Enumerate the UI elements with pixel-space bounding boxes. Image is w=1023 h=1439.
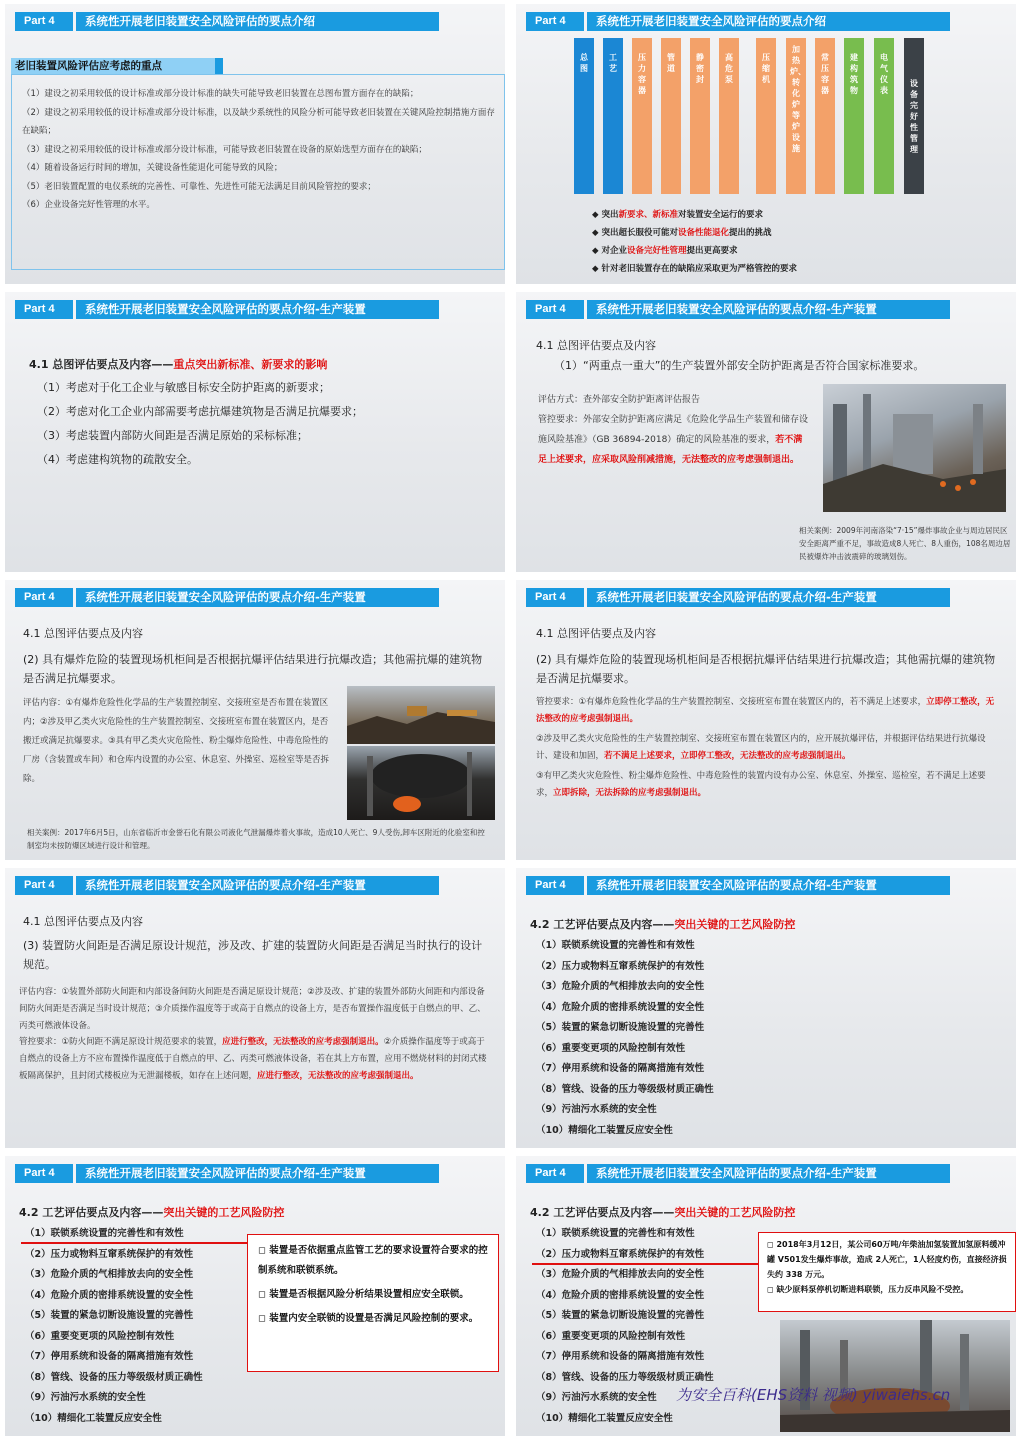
bar-building: 建构筑物 bbox=[844, 38, 864, 194]
part-label: Part 4 bbox=[526, 300, 584, 319]
part-label: Part 4 bbox=[15, 1164, 73, 1183]
bullet-item: ◆ 突出超长服役可能对设备性能退化提出的挑战 bbox=[592, 228, 772, 238]
item-3: (3) 装置防火间距是否满足原设计规范，涉及改、扩建的装置防火间距是否满足当时执行的设计规范。 bbox=[23, 939, 483, 971]
part-label: Part 4 bbox=[526, 1164, 584, 1183]
list-item: （1）考虑对于化工企业与敏感目标安全防护距离的新要求； bbox=[37, 381, 330, 394]
focus-box bbox=[11, 74, 505, 270]
slide-10 bbox=[516, 1156, 1016, 1436]
ruins-photo bbox=[347, 686, 495, 744]
list-item: （4）危险介质的密排系统设置的安全性 bbox=[536, 1001, 705, 1013]
list-item: （10）精细化工装置反应安全性 bbox=[536, 1124, 673, 1136]
list-item: （3）危险介质的气相排放去向的安全性 bbox=[536, 981, 705, 992]
list-item: （1）联锁系统设置的完善性和有效性 bbox=[536, 1228, 695, 1239]
bar-pump: 高危泵 bbox=[719, 38, 739, 194]
section-heading: 4.2 工艺评估要点及内容——突出关键的工艺风险防控 bbox=[530, 918, 796, 931]
accident-photo bbox=[823, 384, 1006, 512]
section-heading: 4.1 总图评估要点及内容 bbox=[536, 627, 656, 640]
item-2: (2) 具有爆炸危险的装置现场机柜间是否根据抗爆评估结果进行抗爆改造；其他需抗爆的建筑物是否满足抗爆要求。 bbox=[23, 653, 483, 685]
part-label: Part 4 bbox=[15, 300, 73, 319]
slide-title: 系统性开展老旧装置安全风险评估的要点介绍 bbox=[76, 12, 439, 31]
part-label: Part 4 bbox=[526, 12, 584, 31]
ruins-photo-art bbox=[347, 686, 495, 744]
slide-title: 系统性开展老旧装置安全风险评估的要点介绍 bbox=[587, 12, 950, 31]
watermark: 为安全百科(EHS资料 视频) yiwaiehs.cn bbox=[676, 1386, 951, 1404]
mgmt-p2: ②涉及甲乙类火灾危险性的生产装置控制室、交接班室布置在装置区内的，应开展抗爆评估，并根据评估结果进行抗爆设计、建设和加固，若不满足上述要求，立即停工整改，无法整改的应考虑强制退出。 bbox=[536, 734, 986, 761]
focus-item: （4）随着设备运行时间的增加，关键设备性能退化可能导致的风险； bbox=[22, 163, 283, 173]
slide-1 bbox=[5, 4, 505, 284]
bar-compressor: 压缩机 bbox=[756, 38, 776, 194]
item-2: (2) 具有爆炸危险的装置现场机柜间是否根据抗爆评估结果进行抗爆改造；其他需抗爆的建筑物是否满足抗爆要求。 bbox=[536, 653, 996, 685]
box-point: ◻ 缺少原料泵停机切断进料联锁，压力反串风险不受控。 bbox=[767, 1285, 969, 1294]
highlight-underline bbox=[532, 1263, 758, 1265]
section-heading: 4.1 总图评估要点及内容 bbox=[23, 627, 143, 640]
list-item: （1）联锁系统设置的完善性和有效性 bbox=[25, 1228, 184, 1239]
bullet-item: ◆ 对企业设备完好性管理提出更高要求 bbox=[592, 246, 738, 256]
item-1: （1）“两重点一重大”的生产装置外部安全防护距离是否符合国家标准要求。 bbox=[554, 359, 925, 372]
slide-title: 系统性开展老旧装置安全风险评估的要点介绍-生产装置 bbox=[76, 876, 439, 895]
mgmt-requirement: 管控要求：①防火间距不满足原设计规范要求的装置，应进行整改，无法整改的应考虑强制退出。②介质操作温度等于或高于自燃点的设备上方不应布置操作温度低于自燃点的甲、乙、丙类可燃液体设备，若在其上方布置，应用不燃烧材料的封闭式楼板隔离保护，且封闭式楼板应为无泄漏楼板，如存在上述问题，应进行整改，无法整改的应考虑强制退出。 bbox=[19, 1037, 487, 1081]
bar-gongyi: 工艺 bbox=[603, 38, 623, 194]
slide-5 bbox=[5, 580, 505, 860]
case-box bbox=[758, 1232, 1016, 1312]
list-item: （8）管线、设备的压力等级级材质正确性 bbox=[536, 1083, 714, 1095]
list-item: （6）重要变更项的风险控制有效性 bbox=[25, 1330, 175, 1342]
list-item: （10）精细化工装置反应安全性 bbox=[536, 1412, 673, 1424]
bullet-item: ◆ 突出新要求、新标准对装置安全运行的要求 bbox=[592, 210, 764, 220]
list-item: （3）考虑装置内部防火间距是否满足原始的采标标准； bbox=[37, 429, 308, 442]
section-heading: 4.2 工艺评估要点及内容——突出关键的工艺风险防控 bbox=[19, 1206, 285, 1219]
box-point: ◻ 装置是否根据风险分析结果设置相应安全联锁。 bbox=[258, 1289, 469, 1300]
slide-7 bbox=[5, 868, 505, 1148]
part-label: Part 4 bbox=[15, 12, 73, 31]
list-item: （7）停用系统和设备的隔离措施有效性 bbox=[25, 1351, 194, 1362]
focus-item: （1）建设之初采用较低的设计标准或部分设计标准的缺失可能导致老旧装置在总图布置方面存在的缺陷； bbox=[22, 89, 419, 99]
bar-atmos-vessel: 常压容器 bbox=[815, 38, 835, 194]
slide-4 bbox=[516, 292, 1016, 572]
slide-2 bbox=[516, 4, 1016, 284]
list-item: （8）管线、设备的压力等级级材质正确性 bbox=[25, 1371, 203, 1383]
bar-static-seal: 静密封 bbox=[690, 38, 710, 194]
eval-content: 评估内容：①有爆炸危险性化学品的生产装置控制室、交接班室是否布置在装置区内；②涉及甲乙类火灾危险性的生产装置控制室、交接班室布置在装置区内，是否搬迁或满足抗爆要求。③具有甲乙类火灾危险性、粉尘爆炸危险性、中毒危险性的厂房（含装置或车间）和仓库内设置的办公室、休息室、外操室、巡检室等是否拆除。 bbox=[23, 698, 330, 784]
slide-title: 系统性开展老旧装置安全风险评估的要点介绍-生产装置 bbox=[76, 1164, 439, 1183]
case-caption: 相关案例：2009年河南洛染“7·15”爆炸事故企业与周边居民区安全距离严重不足，事故造成8人死亡、8人重伤，108名周边居民被爆炸冲击波震碎的玻璃划伤。 bbox=[799, 526, 1011, 561]
mgmt-p3: ③有甲乙类火灾危险性、粉尘爆炸危险性、中毒危险性的装置内设有办公室、休息室、外操室、巡检室，若不满足上述要求，立即拆除，无法拆除的应考虑强制退出。 bbox=[536, 771, 986, 798]
list-item: （10）精细化工装置反应安全性 bbox=[25, 1412, 162, 1424]
list-item: （5）装置的紧急切断设施设置的完善性 bbox=[25, 1310, 194, 1321]
highlight-underline bbox=[21, 1242, 247, 1244]
case-caption: 相关案例：2017年6月5日，山东省临沂市金誉石化有限公司液化气泄漏爆炸着火事故，造成10人死亡、9人受伤,卸车区附近的化验室和控制室均未按防爆区域进行设计和管理。 bbox=[27, 828, 485, 850]
list-item: （2）压力或物料互窜系统保护的有效性 bbox=[536, 960, 705, 972]
mgmt-p1: 管控要求：①有爆炸危险性化学品的生产装置控制室、交接班室布置在装置区内的，若不满足上述要求，立即停工整改，无法整改的应考虑强制退出。 bbox=[536, 697, 995, 724]
box-title: 老旧装置风险评估应考虑的重点 bbox=[11, 58, 215, 75]
section-heading: 4.1 总图评估要点及内容 bbox=[23, 915, 143, 928]
slide-title: 系统性开展老旧装置安全风险评估的要点介绍-生产装置 bbox=[587, 876, 950, 895]
focus-item: （6）企业设备完好性管理的水平。 bbox=[22, 200, 155, 210]
list-item: （5）装置的紧急切断设施设置的完善性 bbox=[536, 1022, 705, 1033]
list-item: （7）停用系统和设备的隔离措施有效性 bbox=[536, 1351, 705, 1362]
list-item: （2）考虑对化工企业内部需要考虑抗爆建筑物是否满足抗爆要求； bbox=[37, 405, 363, 418]
bar-pressure-vessel: 压力容器 bbox=[632, 38, 652, 194]
list-item: （4）考虑建构筑物的疏散安全。 bbox=[37, 453, 198, 466]
list-item: （4）危险介质的密排系统设置的安全性 bbox=[536, 1289, 705, 1301]
bullet-item: ◆ 针对老旧装置存在的缺陷应采取更为严格管控的要求 bbox=[592, 264, 798, 274]
section-heading: 4.1 总图评估要点及内容——重点突出新标准、新要求的影响 bbox=[29, 358, 328, 371]
list-item: （9）污油污水系统的安全性 bbox=[25, 1392, 146, 1403]
slide-title: 系统性开展老旧装置安全风险评估的要点介绍-生产装置 bbox=[587, 1164, 950, 1183]
bar-electrical: 电气仪表 bbox=[874, 38, 894, 194]
mgmt-requirement: 管控要求：外部安全防护距离应满足《危险化学品生产装置和储存设施风险基准》（GB 36894-2018）确定的风险基准的要求，若不满足上述要求，应采取风险削减措施，无法整改的应考虑强制退出。 bbox=[538, 415, 809, 465]
bar-integrity: 设备完好性管理 bbox=[904, 38, 924, 194]
section-heading: 4.2 工艺评估要点及内容——突出关键的工艺风险防控 bbox=[530, 1206, 796, 1219]
bar-furnace: 加热炉、转化炉等炉设施 bbox=[786, 38, 806, 194]
accident-photo-art bbox=[823, 384, 1006, 512]
list-item: （3）危险介质的气相排放去向的安全性 bbox=[536, 1269, 705, 1280]
bar-pipe: 管道 bbox=[661, 38, 681, 194]
list-item: （7）停用系统和设备的隔离措施有效性 bbox=[536, 1063, 705, 1074]
list-item: （1）联锁系统设置的完善性和有效性 bbox=[536, 940, 695, 951]
slide-title: 系统性开展老旧装置安全风险评估的要点介绍-生产装置 bbox=[76, 300, 439, 319]
smoke-photo-art bbox=[347, 746, 495, 820]
part-label: Part 4 bbox=[526, 588, 584, 607]
box-point: ◻ 装置是否依据重点监管工艺的要求设置符合要求的控制系统和联锁系统。 bbox=[258, 1245, 488, 1276]
box-point: ◻ 2018年3月12日，某公司60万吨/年柴油加氢装置加氢原料缓冲罐 V501发生爆炸事故，造成 2人死亡，1人轻度灼伤，直接经济损失约 338 万元。 bbox=[767, 1240, 1007, 1279]
slide-title: 系统性开展老旧装置安全风险评估的要点介绍-生产装置 bbox=[587, 300, 950, 319]
slide-title: 系统性开展老旧装置安全风险评估的要点介绍-生产装置 bbox=[76, 588, 439, 607]
focus-item: （5）老旧装置配置的电仪系统的完善性、可靠性、先进性可能无法满足目前风险管控的要求； bbox=[22, 181, 376, 192]
eval-content: 评估内容：①装置外部防火间距和内部设备间防火间距是否满足原设计规范；②涉及改、扩建的装置外部防火间距和内部设备间防火间距是否满足当时设计规范；③介质操作温度等于或高于自燃点的设备上方，是否布置操作温度低于自燃点的甲、乙、丙类可燃液体设备。 bbox=[19, 987, 486, 1031]
focus-item: （2）建设之初采用较低的设计标准或部分设计标准，以及缺少系统性的风险分析可能导致老旧装置在关键风险控制措施方面存在缺陷； bbox=[22, 107, 495, 136]
list-item: （2）压力或物料互窜系统保护的有效性 bbox=[25, 1248, 194, 1260]
list-item: （9）污油污水系统的安全性 bbox=[536, 1392, 657, 1403]
list-item: （2）压力或物料互窜系统保护的有效性 bbox=[536, 1248, 705, 1260]
list-item: （3）危险介质的气相排放去向的安全性 bbox=[25, 1269, 194, 1280]
slide-3 bbox=[5, 292, 505, 572]
slide-9 bbox=[5, 1156, 505, 1436]
explain-box bbox=[247, 1234, 499, 1372]
accident-photo bbox=[780, 1320, 1010, 1432]
list-item: （5）装置的紧急切断设施设置的完善性 bbox=[536, 1310, 705, 1321]
accident-photo-art bbox=[780, 1320, 1010, 1432]
section-heading: 4.1 总图评估要点及内容 bbox=[536, 339, 656, 352]
slide-title: 系统性开展老旧装置安全风险评估的要点介绍-生产装置 bbox=[587, 588, 950, 607]
list-item: （9）污油污水系统的安全性 bbox=[536, 1104, 657, 1115]
list-item: （6）重要变更项的风险控制有效性 bbox=[536, 1042, 686, 1054]
eval-method: 评估方式：查外部安全防护距离评估报告 bbox=[538, 395, 701, 405]
list-item: （4）危险介质的密排系统设置的安全性 bbox=[25, 1289, 194, 1301]
part-label: Part 4 bbox=[15, 876, 73, 895]
box-title-bg bbox=[11, 58, 223, 75]
slide-8 bbox=[516, 868, 1016, 1148]
box-point: ◻ 装置内安全联锁的设置是否满足风险控制的要求。 bbox=[258, 1313, 479, 1324]
list-item: （6）重要变更项的风险控制有效性 bbox=[536, 1330, 686, 1342]
slide-6 bbox=[516, 580, 1016, 860]
bar-zongtu: 总图 bbox=[574, 38, 594, 194]
part-label: Part 4 bbox=[15, 588, 73, 607]
smoke-photo bbox=[347, 746, 495, 820]
focus-item: （3）建设之初采用较低的设计标准或部分设计标准，可能导致老旧装置在设备的原始选型方面存在的缺陷； bbox=[22, 144, 427, 155]
list-item: （8）管线、设备的压力等级级材质正确性 bbox=[536, 1371, 714, 1383]
part-label: Part 4 bbox=[526, 876, 584, 895]
